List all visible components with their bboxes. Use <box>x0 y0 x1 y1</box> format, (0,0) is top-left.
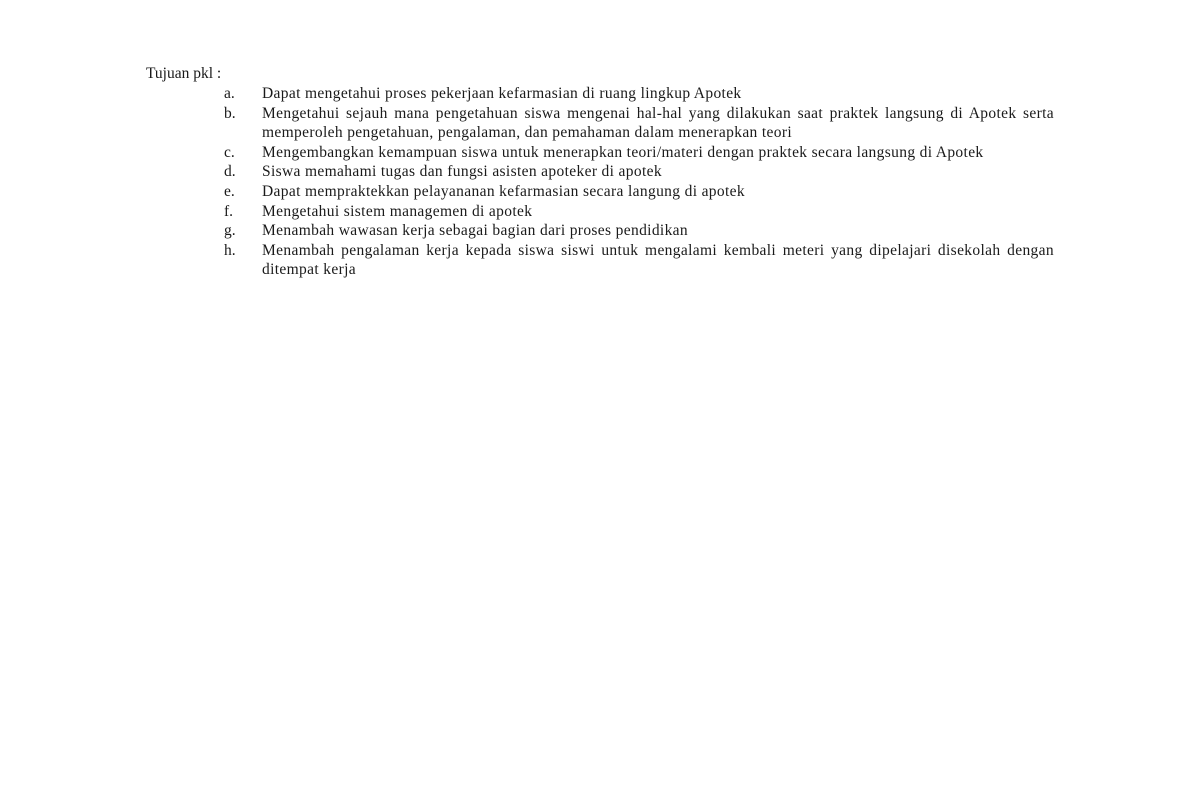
list-item-text: Dapat mengetahui proses pekerjaan kefarmasian di ruang lingkup Apotek <box>262 85 742 102</box>
list-item <box>224 202 1054 222</box>
list-item-text: Menambah pengalaman kerja kepada siswa siswi untuk mengalami kembali meteri yang dipelajari disekolah dengan ditempat kerja <box>262 241 1054 279</box>
list-item <box>224 143 1054 163</box>
list-marker: e. <box>224 182 235 200</box>
list-item <box>224 182 1054 202</box>
list-item <box>224 104 1054 143</box>
list-item-text: Mengetahui sistem managemen di apotek <box>262 202 533 220</box>
list-marker: d. <box>224 163 236 181</box>
list-item <box>224 241 1054 280</box>
list-marker: b. <box>224 104 236 122</box>
list-item <box>224 84 1054 104</box>
list-marker: g. <box>224 222 236 240</box>
list-item-text: Mengetahui sejauh mana pengetahuan siswa mengenai hal-hal yang dilakukan saat praktek langsung di Apotek serta memperoleh pengetahuan, pengalaman, dan pemahaman dalam menerapkan teori <box>262 104 1054 142</box>
list-marker: a. <box>224 85 235 102</box>
list-item-text: Siswa memahami tugas dan fungsi asisten apoteker di apotek <box>262 163 662 181</box>
list-item <box>224 162 1054 182</box>
list-item-text: Menambah wawasan kerja sebagai bagian dari proses pendidikan <box>262 222 689 240</box>
list-item-text: Mengembangkan kemampuan siswa untuk menerapkan teori/materi dengan praktek secara langsung di Apotek <box>262 143 984 161</box>
list-item-text: Dapat mempraktekkan pelayananan kefarmasian secara langung di apotek <box>262 182 745 200</box>
section-heading: Tujuan pkl : <box>146 65 222 82</box>
list-marker: f. <box>224 202 234 220</box>
list-marker: h. <box>224 241 236 259</box>
list-item <box>224 221 1054 241</box>
list-marker: c. <box>224 143 235 161</box>
goal-list <box>224 84 1054 280</box>
